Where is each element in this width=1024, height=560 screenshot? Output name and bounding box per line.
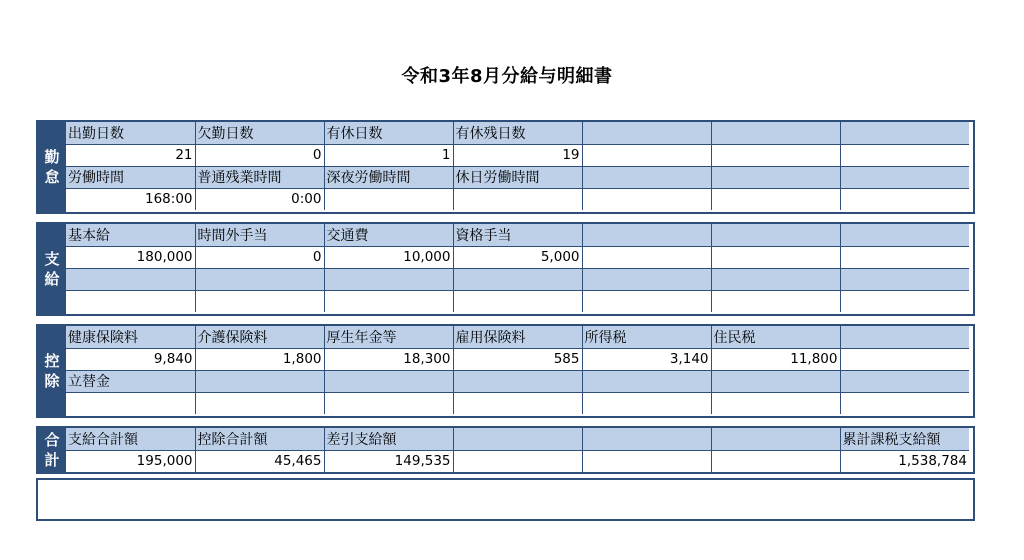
- field-value-cell: 0: [195, 144, 324, 166]
- value-row: [66, 188, 969, 210]
- value-row: [66, 348, 969, 370]
- field-value-cell: 45,465: [195, 450, 324, 472]
- field-value-cell: 11,800: [711, 348, 840, 370]
- deduction-section: [36, 324, 975, 418]
- field-value-cell: 10,000: [324, 246, 453, 268]
- field-label-cell: 出勤日数: [66, 122, 195, 144]
- side-char: 控: [44, 352, 60, 370]
- field-label-cell: [840, 224, 969, 246]
- attendance-table: [66, 122, 969, 210]
- attendance-section: [36, 120, 975, 214]
- label-row: [66, 370, 969, 392]
- field-label-cell: [840, 326, 969, 348]
- field-label-cell: [453, 370, 582, 392]
- field-label-cell: [711, 268, 840, 290]
- field-label-cell: [582, 428, 711, 450]
- field-value-cell: 195,000: [66, 450, 195, 472]
- field-value-cell: [582, 188, 711, 210]
- field-label-cell: [453, 268, 582, 290]
- field-value-cell: 585: [453, 348, 582, 370]
- value-row: [66, 392, 969, 414]
- field-label-cell: 雇用保険料: [453, 326, 582, 348]
- payment-table: [66, 224, 969, 312]
- payment-section: [36, 222, 975, 316]
- label-row: [66, 428, 969, 450]
- payment-side-label: [38, 224, 66, 314]
- label-row: [66, 166, 969, 188]
- field-label-cell: 住民税: [711, 326, 840, 348]
- side-char: 給: [44, 270, 60, 288]
- field-label-cell: 有休残日数: [453, 122, 582, 144]
- field-value-cell: 168:00: [66, 188, 195, 210]
- page-title: 令和3年8月分給与明細書: [401, 66, 613, 87]
- field-value-cell: 5,000: [453, 246, 582, 268]
- field-value-cell: 3,140: [582, 348, 711, 370]
- label-row: [66, 122, 969, 144]
- field-value-cell: 9,840: [66, 348, 195, 370]
- field-label-cell: [840, 122, 969, 144]
- field-label-cell: [582, 166, 711, 188]
- field-value-cell: 180,000: [66, 246, 195, 268]
- field-value-cell: [711, 188, 840, 210]
- field-label-cell: [195, 268, 324, 290]
- field-value-cell: [840, 188, 969, 210]
- field-value-cell: [840, 144, 969, 166]
- field-value-cell: [840, 290, 969, 312]
- field-label-cell: 支給合計額: [66, 428, 195, 450]
- field-label-cell: [840, 166, 969, 188]
- field-label-cell: [324, 268, 453, 290]
- field-value-cell: 1: [324, 144, 453, 166]
- field-value-cell: [195, 290, 324, 312]
- field-label-cell: 厚生年金等: [324, 326, 453, 348]
- field-value-cell: 18,300: [324, 348, 453, 370]
- field-label-cell: [711, 370, 840, 392]
- total-section: [36, 426, 975, 474]
- field-label-cell: [453, 428, 582, 450]
- field-value-cell: [582, 144, 711, 166]
- field-value-cell: 149,535: [324, 450, 453, 472]
- label-row: [66, 326, 969, 348]
- field-value-cell: [582, 246, 711, 268]
- label-row: [66, 224, 969, 246]
- field-label-cell: [840, 268, 969, 290]
- field-value-cell: 21: [66, 144, 195, 166]
- field-label-cell: 所得税: [582, 326, 711, 348]
- field-value-cell: [453, 450, 582, 472]
- field-value-cell: [66, 290, 195, 312]
- side-char: 除: [44, 372, 60, 390]
- field-label-cell: [711, 428, 840, 450]
- field-label-cell: 介護保険料: [195, 326, 324, 348]
- remarks-box: [36, 478, 975, 521]
- field-label-cell: [711, 166, 840, 188]
- field-label-cell: 休日労働時間: [453, 166, 582, 188]
- field-label-cell: [711, 122, 840, 144]
- field-label-cell: 時間外手当: [195, 224, 324, 246]
- field-label-cell: 有休日数: [324, 122, 453, 144]
- deduction-side-label: [38, 326, 66, 416]
- field-value-cell: [711, 392, 840, 414]
- side-char: 支: [44, 250, 60, 268]
- field-value-cell: 1,538,784: [840, 450, 969, 472]
- field-label-cell: 健康保険料: [66, 326, 195, 348]
- field-value-cell: 19: [453, 144, 582, 166]
- field-label-cell: [582, 122, 711, 144]
- value-row: [66, 246, 969, 268]
- field-label-cell: [195, 370, 324, 392]
- field-value-cell: [453, 188, 582, 210]
- side-char: 合: [44, 431, 60, 449]
- attendance-side-label: [38, 122, 66, 212]
- field-label-cell: 差引支給額: [324, 428, 453, 450]
- total-table: [66, 428, 969, 472]
- value-row: [66, 144, 969, 166]
- deduction-table: [66, 326, 969, 414]
- field-label-cell: [840, 370, 969, 392]
- field-value-cell: [711, 246, 840, 268]
- value-row: [66, 450, 969, 472]
- field-label-cell: 欠勤日数: [195, 122, 324, 144]
- field-label-cell: 基本給: [66, 224, 195, 246]
- field-label-cell: [582, 370, 711, 392]
- field-value-cell: 1,800: [195, 348, 324, 370]
- label-row: [66, 268, 969, 290]
- total-side-label: [38, 428, 66, 472]
- side-char: 計: [44, 451, 60, 469]
- field-value-cell: [66, 392, 195, 414]
- field-value-cell: [582, 290, 711, 312]
- field-value-cell: [711, 290, 840, 312]
- field-value-cell: 0:00: [195, 188, 324, 210]
- field-value-cell: [582, 450, 711, 472]
- field-label-cell: 労働時間: [66, 166, 195, 188]
- field-value-cell: [711, 450, 840, 472]
- field-label-cell: 深夜労働時間: [324, 166, 453, 188]
- field-label-cell: 交通費: [324, 224, 453, 246]
- field-label-cell: 累計課税支給額: [840, 428, 969, 450]
- field-value-cell: [324, 290, 453, 312]
- field-value-cell: 0: [195, 246, 324, 268]
- field-value-cell: [453, 290, 582, 312]
- field-value-cell: [195, 392, 324, 414]
- field-value-cell: [453, 392, 582, 414]
- field-label-cell: [582, 224, 711, 246]
- field-label-cell: [66, 268, 195, 290]
- field-label-cell: 控除合計額: [195, 428, 324, 450]
- field-value-cell: [840, 392, 969, 414]
- field-value-cell: [324, 392, 453, 414]
- field-value-cell: [840, 348, 969, 370]
- field-value-cell: [582, 392, 711, 414]
- field-label-cell: [711, 224, 840, 246]
- field-label-cell: 普通残業時間: [195, 166, 324, 188]
- field-label-cell: [582, 268, 711, 290]
- field-value-cell: [840, 246, 969, 268]
- field-value-cell: [711, 144, 840, 166]
- field-label-cell: [324, 370, 453, 392]
- field-value-cell: [324, 188, 453, 210]
- value-row: [66, 290, 969, 312]
- side-char: 怠: [44, 168, 60, 186]
- field-label-cell: 立替金: [66, 370, 195, 392]
- side-char: 勤: [44, 148, 60, 166]
- field-label-cell: 資格手当: [453, 224, 582, 246]
